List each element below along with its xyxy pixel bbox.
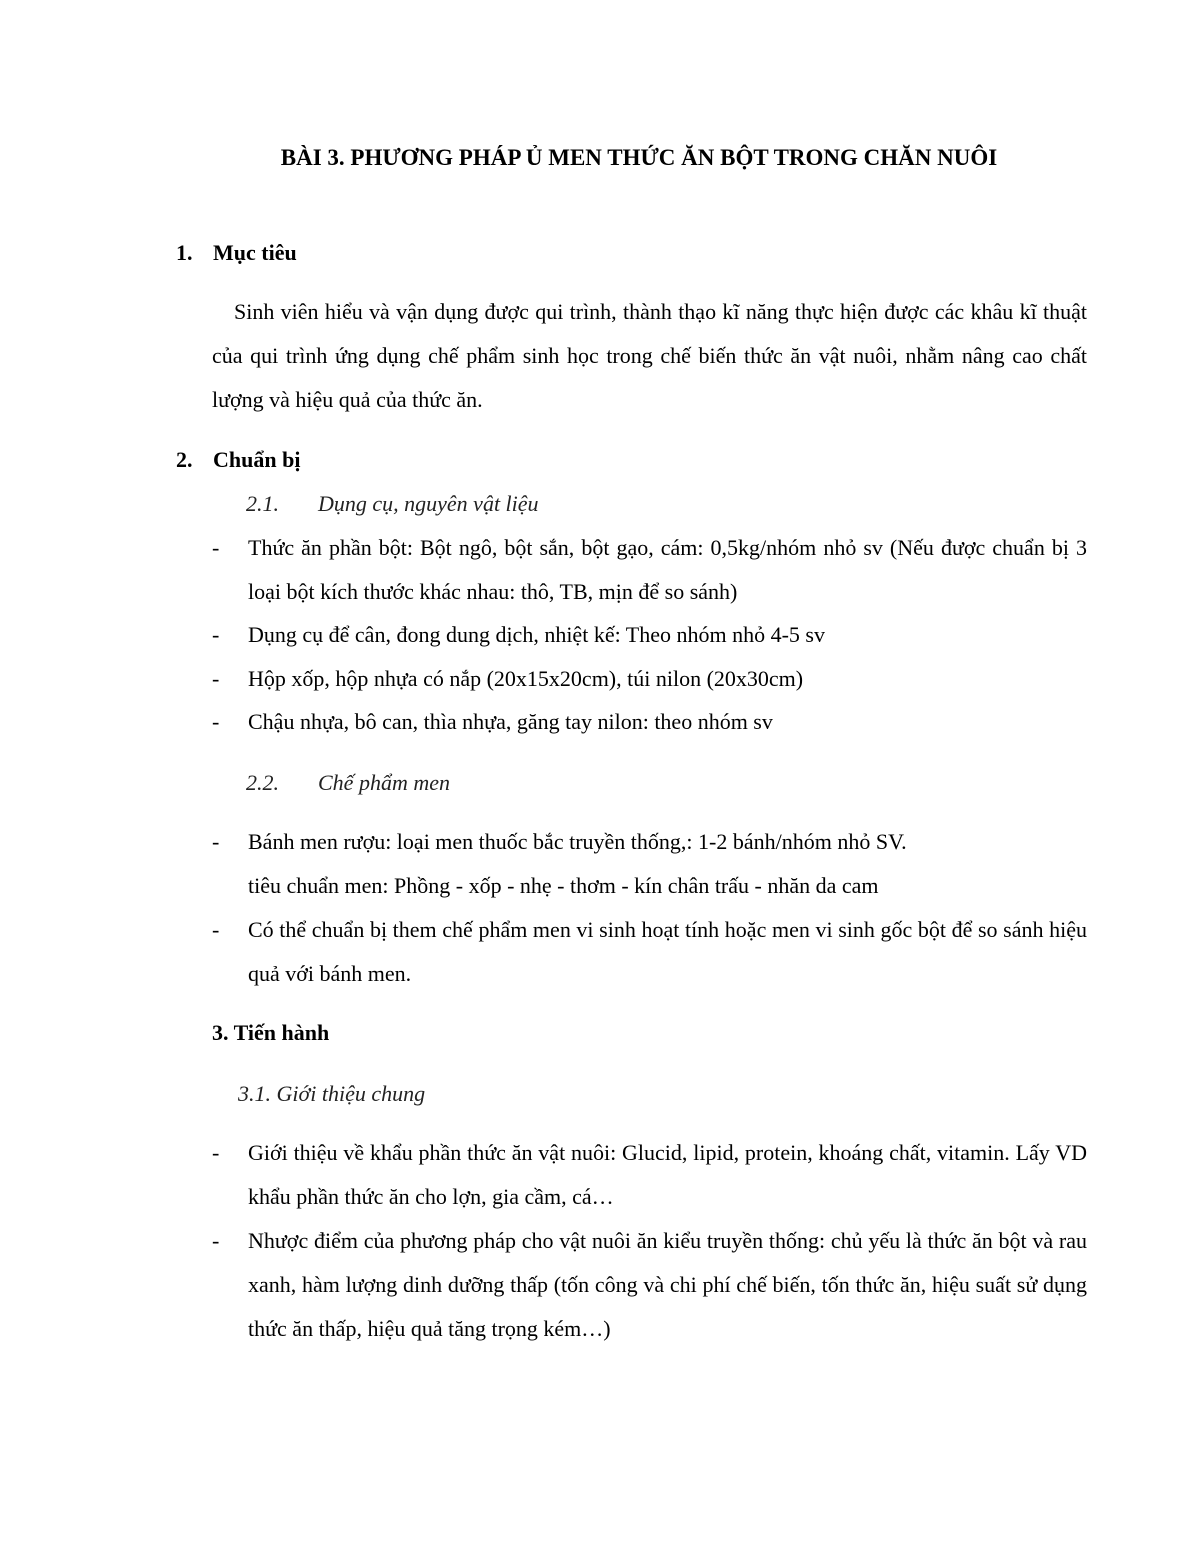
section-3-heading: 3. Tiến hành (212, 1020, 330, 1045)
list-item (212, 526, 1087, 614)
bullet-dash: - (212, 535, 220, 560)
list-item (212, 613, 1087, 657)
list-item-text: Dụng cụ để cân, đong dung dịch, nhiệt kế: Theo nhóm nhỏ 4-5 sv (248, 622, 825, 647)
list-item (212, 908, 1087, 996)
yeast-standard-note: tiêu chuẩn men: Phồng - xốp - nhẹ - thơm - kín chân trấu - nhăn da cam (248, 873, 879, 898)
list-item (212, 1131, 1087, 1219)
list-item-text: Hộp xốp, hộp nhựa có nắp (20x15x20cm), túi nilon (20x30cm) (248, 666, 804, 691)
bullet-dash: - (212, 1228, 220, 1253)
section-1-paragraph (212, 290, 1087, 422)
section-2-heading (176, 445, 300, 475)
list-item (212, 700, 1087, 744)
section-2-number: 2. (176, 447, 193, 472)
bullet-dash: - (212, 829, 220, 854)
subsection-2-1-number: 2.1. (246, 491, 279, 516)
section-2-title: Chuẩn bị (213, 447, 301, 472)
list-item (212, 820, 1087, 864)
subsection-2-2-title: Chế phẩm men (318, 770, 450, 795)
section-1-paragraph-text: Sinh viên hiểu và vận dụng được qui trình, thành thạo kĩ năng thực hiện được các khâu kĩ thuật của qui trình ứng dụng chế phẩm sinh học trong chế biến thức ăn vật nuôi, nhằm nâng cao chất lượng và hiệu quả của thức ăn. (212, 299, 1087, 412)
subsection-2-1-heading (246, 489, 539, 519)
section-1-title: Mục tiêu (213, 240, 297, 265)
list-item (212, 1219, 1087, 1351)
subsection-2-1-title: Dụng cụ, nguyên vật liệu (318, 491, 539, 516)
bullet-dash: - (212, 666, 220, 691)
document-title: BÀI 3. PHƯƠNG PHÁP Ủ MEN THỨC ĂN BỘT TRONG CHĂN NUÔI (280, 145, 998, 170)
bullet-dash: - (212, 622, 220, 647)
subsection-3-1-heading: 3.1. Giới thiệu chung (238, 1081, 426, 1106)
subsection-2-2-number: 2.2. (246, 770, 279, 795)
list-item (212, 657, 1087, 701)
bullet-dash: - (212, 917, 220, 942)
list-item-text: Chậu nhựa, bô can, thìa nhựa, găng tay nilon: theo nhóm sv (248, 709, 773, 734)
list-item-text: Có thể chuẩn bị them chế phẩm men vi sinh hoạt tính hoặc men vi sinh gốc bột để so sánh hiệu quả với bánh men. (248, 917, 1087, 986)
subsection-2-2-heading (246, 768, 450, 798)
section-1-number: 1. (176, 240, 193, 265)
section-1-heading (176, 238, 297, 268)
bullet-dash: - (212, 709, 220, 734)
bullet-dash: - (212, 1140, 220, 1165)
list-item-text: Giới thiệu về khẩu phần thức ăn vật nuôi: Glucid, lipid, protein, khoáng chất, vitamin. Lấy VD khẩu phần thức ăn cho lợn, gia cầm, cá… (248, 1140, 1087, 1209)
list-item-text: Thức ăn phần bột: Bột ngô, bột sắn, bột gạo, cám: 0,5kg/nhóm nhỏ sv (Nếu được chuẩn bị 3 loại bột kích thước khác nhau: thô, TB, mịn để so sánh) (248, 535, 1087, 604)
list-item-text: Bánh men rượu: loại men thuốc bắc truyền thống,: 1-2 bánh/nhóm nhỏ SV. (248, 829, 907, 854)
list-item-text: Nhược điểm của phương pháp cho vật nuôi ăn kiểu truyền thống: chủ yếu là thức ăn bột và rau xanh, hàm lượng dinh dưỡng thấp (tốn công và chi phí chế biến, tốn thức ăn, hiệu suất sử dụng thức ăn thấp, hiệu quả tăng trọng kém…) (248, 1228, 1087, 1341)
